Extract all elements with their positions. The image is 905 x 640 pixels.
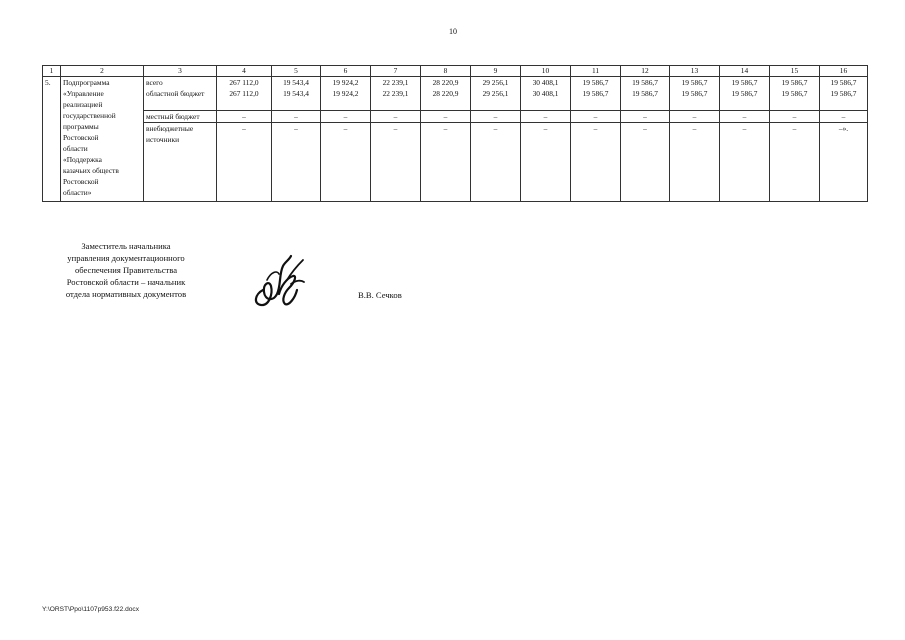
column-number: 16 <box>820 66 868 77</box>
value-extrabudgetary: – <box>371 123 421 202</box>
funding-source-cell <box>144 77 217 111</box>
value-regional: 19 543,4 <box>283 89 309 98</box>
value-extrabudgetary: – <box>521 123 571 202</box>
value-cell <box>770 77 820 111</box>
value-regional: 29 256,1 <box>482 89 509 98</box>
funding-source-label: местный бюджет <box>144 111 217 123</box>
signatory-title-line: управления документационного <box>67 253 185 263</box>
value-cell <box>371 77 421 111</box>
signer-name: В.В. Сечков <box>358 290 402 300</box>
value-regional: 19 586,7 <box>781 89 808 98</box>
program-name-line: государственной <box>63 111 116 120</box>
value-extrabudgetary: –». <box>820 123 868 202</box>
program-name-line: Ростовской <box>63 133 99 142</box>
value-total: 267 112,0 <box>229 78 259 87</box>
value-total: 19 586,7 <box>731 78 758 87</box>
program-name-line: казачьих обществ <box>63 166 119 175</box>
value-local: – <box>621 111 670 123</box>
value-total: 19 586,7 <box>632 78 658 87</box>
signatory-title-line: Ростовской области – начальник <box>66 277 186 287</box>
value-cell <box>521 77 571 111</box>
program-name-line: «Поддержка <box>63 155 102 164</box>
column-number-row <box>43 66 868 77</box>
value-extrabudgetary: – <box>321 123 371 202</box>
value-total: 22 239,1 <box>382 78 409 87</box>
value-cell <box>217 77 272 111</box>
value-extrabudgetary: – <box>571 123 621 202</box>
column-number: 13 <box>670 66 720 77</box>
signatory-title-line: обеспечения Правительства <box>74 265 178 275</box>
value-local: – <box>217 111 272 123</box>
column-number: 2 <box>61 66 144 77</box>
value-cell <box>820 77 868 111</box>
value-total: 30 408,1 <box>532 78 559 87</box>
value-regional: 267 112,0 <box>229 89 259 98</box>
funding-source-label: всего <box>146 78 163 87</box>
program-name-line: Подпрограмма <box>63 78 110 87</box>
value-cell <box>621 77 670 111</box>
value-extrabudgetary: – <box>621 123 670 202</box>
program-name-line: «Управление <box>63 89 104 98</box>
signatory-title-line: Заместитель начальника <box>81 241 171 251</box>
value-local: – <box>571 111 621 123</box>
value-local: – <box>371 111 421 123</box>
column-number: 6 <box>321 66 371 77</box>
value-cell <box>571 77 621 111</box>
funding-table <box>42 65 868 202</box>
column-number: 10 <box>521 66 571 77</box>
column-number: 3 <box>144 66 217 77</box>
value-local: – <box>471 111 521 123</box>
value-cell <box>272 77 321 111</box>
column-number: 14 <box>720 66 770 77</box>
column-number: 8 <box>421 66 471 77</box>
handwritten-signature <box>249 250 307 308</box>
value-regional: 22 239,1 <box>382 89 409 98</box>
column-number: 9 <box>471 66 521 77</box>
value-local: – <box>521 111 571 123</box>
value-total: 19 586,7 <box>781 78 808 87</box>
row-number: 5. <box>43 77 61 202</box>
table-row <box>43 111 868 123</box>
value-regional: 19 586,7 <box>632 89 658 98</box>
table-row <box>43 77 868 111</box>
column-number: 7 <box>371 66 421 77</box>
value-total: 19 543,4 <box>283 78 309 87</box>
value-cell <box>720 77 770 111</box>
funding-source-label: областной бюджет <box>146 89 205 98</box>
value-cell <box>670 77 720 111</box>
value-total: 29 256,1 <box>482 78 509 87</box>
column-number: 12 <box>621 66 670 77</box>
signatory-title-line: отдела нормативных документов <box>65 289 187 299</box>
value-regional: 19 924,2 <box>332 89 359 98</box>
value-local: – <box>770 111 820 123</box>
value-extrabudgetary: – <box>720 123 770 202</box>
value-regional: 30 408,1 <box>532 89 559 98</box>
table-row <box>43 123 868 202</box>
value-local: – <box>720 111 770 123</box>
value-extrabudgetary: – <box>217 123 272 202</box>
program-name-line: области» <box>63 188 92 197</box>
program-name-line: области <box>63 144 88 153</box>
value-cell <box>321 77 371 111</box>
signatory-title <box>44 240 208 300</box>
value-total: 19 924,2 <box>332 78 359 87</box>
column-number: 4 <box>217 66 272 77</box>
value-extrabudgetary: – <box>471 123 521 202</box>
column-number: 5 <box>272 66 321 77</box>
program-name <box>61 77 144 202</box>
column-number: 11 <box>571 66 621 77</box>
value-local: – <box>421 111 471 123</box>
value-extrabudgetary: – <box>272 123 321 202</box>
value-total: 19 586,7 <box>681 78 708 87</box>
file-path: Y:\ORST\Ppo\1107p953.f22.docx <box>42 606 140 613</box>
value-cell <box>421 77 471 111</box>
program-name-line: программы <box>63 122 99 131</box>
funding-source-label: внебюджетные источники <box>144 123 217 202</box>
value-extrabudgetary: – <box>670 123 720 202</box>
value-regional: 19 586,7 <box>681 89 708 98</box>
value-local: – <box>272 111 321 123</box>
value-local: – <box>820 111 868 123</box>
value-cell <box>471 77 521 111</box>
value-local: – <box>670 111 720 123</box>
program-name-line: реализацией <box>63 100 103 109</box>
value-regional: 19 586,7 <box>830 89 857 98</box>
page-number: 10 <box>449 27 457 36</box>
value-extrabudgetary: – <box>770 123 820 202</box>
program-name-line: Ростовской <box>63 177 99 186</box>
value-total: 19 586,7 <box>582 78 609 87</box>
column-number: 15 <box>770 66 820 77</box>
value-regional: 19 586,7 <box>731 89 758 98</box>
value-local: – <box>321 111 371 123</box>
value-extrabudgetary: – <box>421 123 471 202</box>
column-number: 1 <box>43 66 61 77</box>
value-total: 19 586,7 <box>830 78 857 87</box>
value-regional: 19 586,7 <box>582 89 609 98</box>
value-regional: 28 220,9 <box>432 89 459 98</box>
value-total: 28 220,9 <box>432 78 459 87</box>
